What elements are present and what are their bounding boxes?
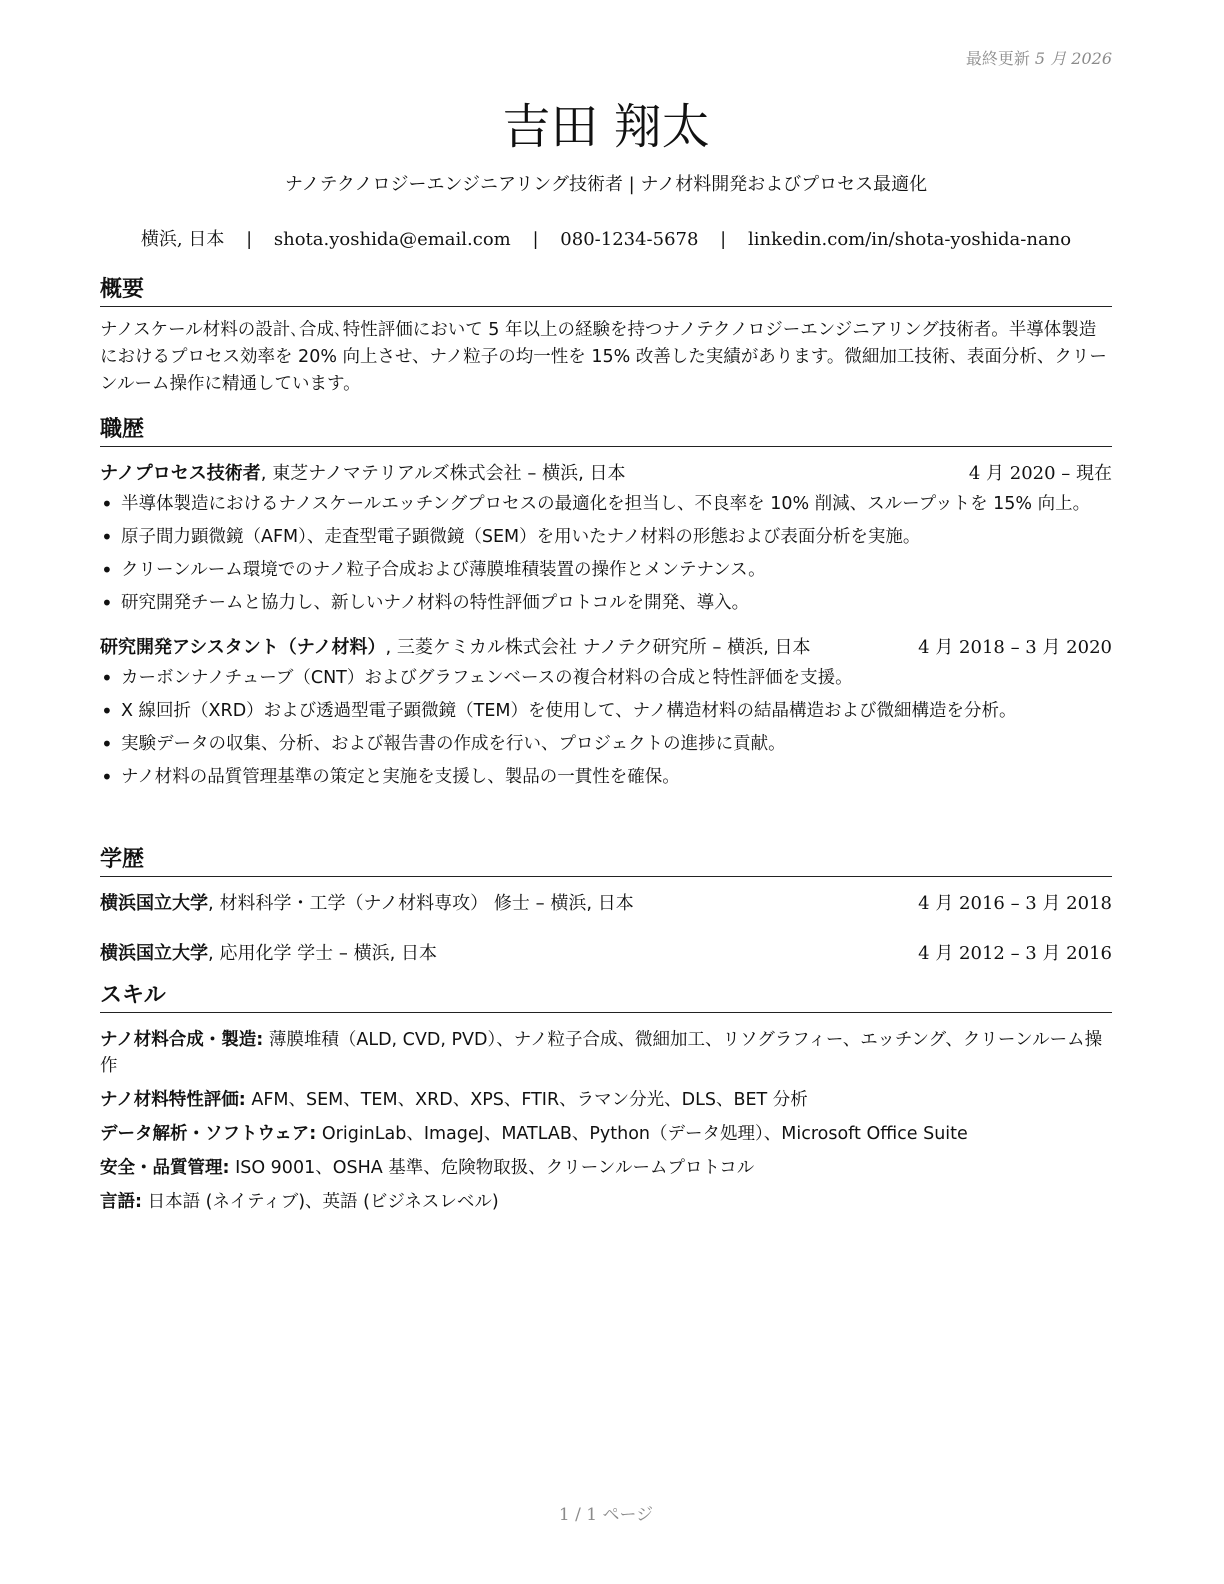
job-bullets <box>100 491 1112 616</box>
skill-item <box>100 1121 1112 1147</box>
education-line <box>100 891 634 917</box>
job-dates: 4 月 2018 – 3 月 2020 <box>918 637 1112 658</box>
education-dates: 4 月 2012 – 3 月 2016 <box>918 943 1112 964</box>
skill-label: 安全・品質管理: <box>100 1158 230 1178</box>
education-line <box>100 941 437 967</box>
skill-item <box>100 1027 1112 1079</box>
bullet-item: • 半導体製造におけるナノスケールエッチングプロセスの最適化を担当し、不良率を 10% 削減、スループットを 15% 向上。 <box>100 491 1112 517</box>
section-title-summary: 概要 <box>100 276 1112 307</box>
job-org: , 三菱ケミカル株式会社 ナノテク研究所 – 横浜, 日本 <box>385 637 811 658</box>
skill-value: AFM、SEM、TEM、XRD、XPS、FTIR、ラマン分光、DLS、BET 分析 <box>245 1090 808 1110</box>
contact-location: 横浜, 日本 <box>140 229 225 250</box>
skills-section <box>100 982 1112 1223</box>
bullet-item: • 研究開発チームと協力し、新しいナノ材料の特性評価プロトコルを開発、導入。 <box>100 590 1112 616</box>
bullet-item: • 原子間力顕微鏡（AFM）、走査型電子顕微鏡（SEM）を用いたナノ材料の形態および表面分析を実施。 <box>100 524 1112 550</box>
skill-label: ナノ材料合成・製造: <box>100 1030 264 1050</box>
skill-value: 日本語 (ネイティブ)、英語 (ビジネスレベル) <box>142 1192 499 1212</box>
education-detail: , 材料科学・工学（ナノ材料専攻） 修士 – 横浜, 日本 <box>208 893 634 914</box>
skill-value: 薄膜堆積（ALD, CVD, PVD）、ナノ粒子合成、微細加工、リソグラフィー、エッチング、クリーンルーム操作 <box>100 1030 1103 1076</box>
job-entry <box>100 461 1112 616</box>
education-dates: 4 月 2016 – 3 月 2018 <box>918 893 1112 914</box>
contact-email[interactable]: shota.yoshida@email.com <box>273 229 511 250</box>
education-school: 横浜国立大学 <box>100 943 208 964</box>
skill-value: ISO 9001、OSHA 基準、危険物取扱、クリーンルームプロトコル <box>229 1158 755 1178</box>
resume-page <box>100 0 1112 1584</box>
job-title-line <box>100 461 626 487</box>
job-role: 研究開発アシスタント（ナノ材料） <box>100 637 386 658</box>
summary-section <box>100 276 1112 398</box>
job-header <box>100 461 1112 487</box>
job-dates: 4 月 2020 – 現在 <box>968 463 1112 484</box>
bullet-item: • クリーンルーム環境でのナノ粒子合成および薄膜堆積装置の操作とメンテナンス。 <box>100 557 1112 583</box>
bullet-item: • 実験データの収集、分析、および報告書の作成を行い、プロジェクトの進捗に貢献。 <box>100 731 1112 757</box>
page-indicator: 1 / 1 ページ <box>558 1505 654 1525</box>
skill-item <box>100 1189 1112 1215</box>
education-item <box>100 891 1112 917</box>
job-header <box>100 635 1112 661</box>
experience-section <box>100 416 1112 797</box>
skill-item <box>100 1087 1112 1113</box>
skill-label: 言語: <box>100 1192 142 1212</box>
bullet-item: • カーボンナノチューブ（CNT）およびグラフェンベースの複合材料の合成と特性評価を支援。 <box>100 665 1112 691</box>
contact-linkedin[interactable]: linkedin.com/in/shota-yoshida-nano <box>747 229 1072 250</box>
contact-phone[interactable]: 080-1234-5678 <box>560 229 699 250</box>
section-title-experience: 職歴 <box>100 416 1112 447</box>
skill-label: データ解析・ソフトウェア: <box>100 1124 317 1144</box>
contact-separator: | <box>720 229 727 250</box>
section-title-skills: スキル <box>100 982 1112 1013</box>
last-updated-date: 5 月 2026 <box>1034 49 1112 68</box>
contact-separator: | <box>246 229 253 250</box>
tagline: ナノテクノロジーエンジニアリング技術者 | ナノ材料開発およびプロセス最適化 <box>284 174 928 195</box>
job-org: , 東芝ナノマテリアルズ株式会社 – 横浜, 日本 <box>260 463 626 484</box>
section-title-education: 学歴 <box>100 846 1112 877</box>
bullet-item: • ナノ材料の品質管理基準の策定と実施を支援し、製品の一貫性を確保。 <box>100 764 1112 790</box>
education-section <box>100 846 1112 967</box>
skills-list <box>100 1027 1112 1215</box>
job-entry <box>100 635 1112 790</box>
skill-item <box>100 1155 1112 1181</box>
contact-line <box>100 225 1112 251</box>
job-bullets <box>100 665 1112 790</box>
candidate-name: 吉田 翔太 <box>502 99 710 155</box>
last-updated-label: 最終更新 <box>965 49 1030 68</box>
skill-value: OriginLab、ImageJ、MATLAB、Python（データ処理）、Microsoft Office Suite <box>316 1124 968 1144</box>
job-role: ナノプロセス技術者 <box>100 463 261 484</box>
job-title-line <box>100 635 811 661</box>
bullet-item: • X 線回折（XRD）および透過型電子顕微鏡（TEM）を使用して、ナノ構造材料の結晶構造および微細構造を分析。 <box>100 698 1112 724</box>
education-school: 横浜国立大学 <box>100 893 208 914</box>
education-detail: , 応用化学 学士 – 横浜, 日本 <box>208 943 438 964</box>
skill-label: ナノ材料特性評価: <box>100 1090 246 1110</box>
last-updated <box>966 46 1112 69</box>
education-item <box>100 941 1112 967</box>
contact-separator: | <box>532 229 539 250</box>
summary-text: ナノスケール材料の設計､合成､特性評価において 5 年以上の経験を持つナノテクノロジーエンジニアリング技術者。半導体製造におけるプロセス効率を 20% 向上させ、ナノ粒子の均一性を 15% 改善した実績があります。微細加工技術、表面分析、クリーンルーム操作に精通しています。 <box>100 320 1107 394</box>
